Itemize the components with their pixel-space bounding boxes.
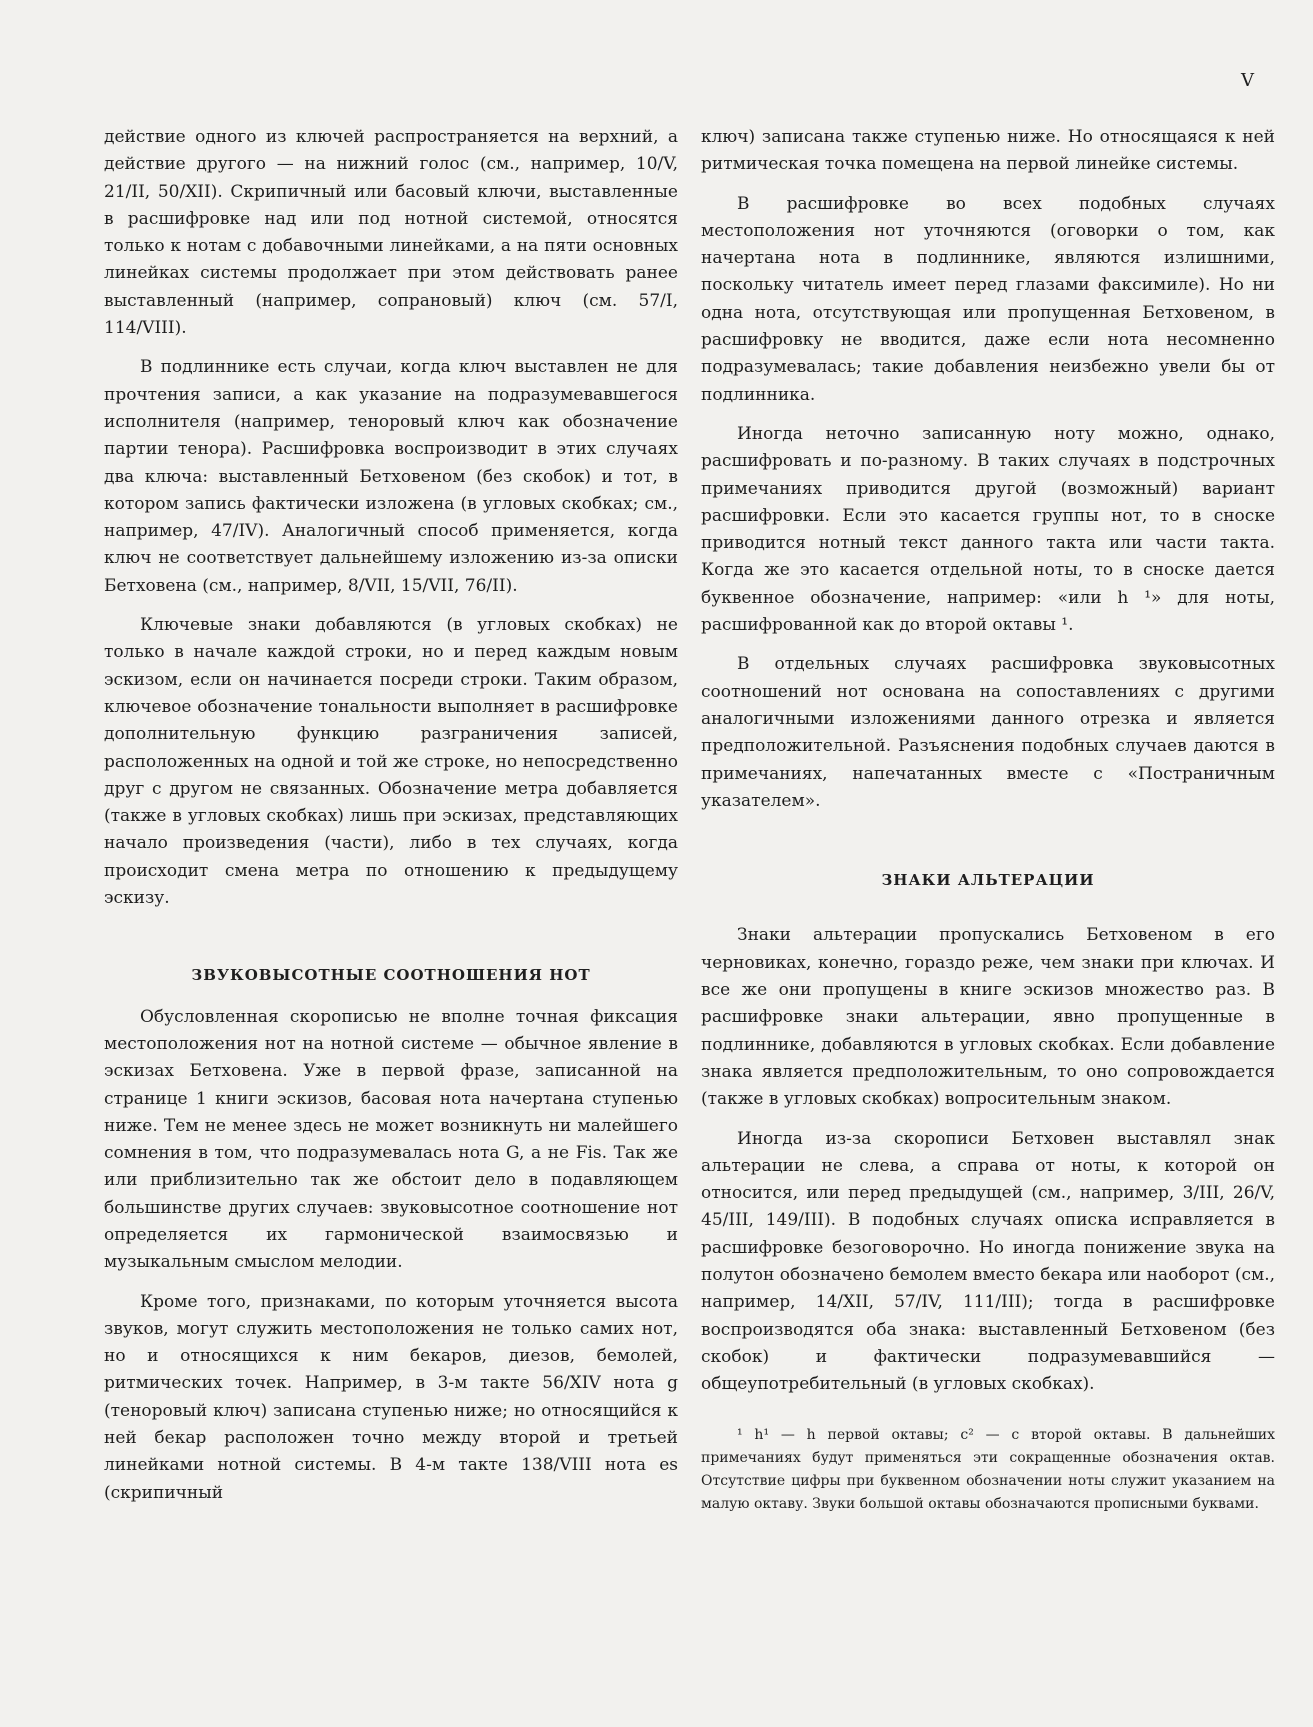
left-paragraph-2: В подлиннике есть случаи, когда ключ выставлен не для прочтения записи, а как указание на подразумевавшегося исполнителя (например, теноровый ключ как обозначение партии тенора). Расшифровка воспроизводит в этих случаях два ключа: выставленный Бетховеном (без скобок) и тот, в котором запись фактически изложена (в угловых скобках; см., например, 47/IV). Аналогичный способ применяется, когда ключ не соответствует дальнейшему изложению из-за описки Бетховена (см., например, 8/VII, 15/VII, 76/II). (104, 357, 678, 596)
footnote: ¹ h¹ — h первой октавы; c² — c второй октавы. В дальнейших примечаниях будут применяться эти сокращенные обозначения октав. Отсутствие цифры при буквенном обозначении ноты служит указанием на малую октаву. Звуки большой октавы обозначаются прописными буквами. (701, 1427, 1275, 1513)
right-paragraph-4: В отдельных случаях расшифровка звуковысотных соотношений нот основана на сопоставлениях с другими аналогичными изложениями данного отрезка и является предположительной. Разъяснения подобных случаев даются в примечаниях, напечатанных вместе с «Постраничным указателем». (701, 654, 1275, 811)
section-heading-pitch: ЗВУКОВЫСОТНЫЕ СООТНОШЕНИЯ НОТ (191, 966, 591, 985)
right-column (701, 124, 1275, 1516)
page-number: V (1241, 70, 1255, 91)
right-paragraph-6: Иногда из-за скорописи Бетховен выставлял знак альтерации не слева, а справа от ноты, к которой он относится, или перед предыдущей (см., например, 3/III, 26/V, 45/III, 149/III). В подобных случаях описка исправляется в расшифровке безоговорочно. Но иногда понижение звука на полутон обозначено бемолем вместо бекара или наоборот (см., например, 14/XII, 57/IV, 111/III); тогда в расшифровке воспроизводятся оба знака: выставленный Бетховеном (без скобок) и фактически подразумевавшийся — общеупотребительный (в угловых скобках). (701, 1128, 1275, 1395)
left-paragraph-4: Обусловленная скорописью не вполне точная фиксация местоположения нот на нотной системе — обычное явление в эскизах Бетховена. Уже в первой фразе, записанной на странице 1 книги эскизов, басовая нота начертана ступенью ниже. Тем не менее здесь не может возникнуть ни малейшего сомнения в том, что подразумевалась нота G, а не Fis. Так же или приблизительно так же обстоит дело в подавляющем большинстве других случаев: звуковысотное соотношение нот определяется их гармонической взаимосвязью и музыкальным смыслом мелодии. (104, 1006, 678, 1273)
left-paragraph-5: Кроме того, признаками, по которым уточняется высота звуков, могут служить местоположения не только самих нот, но и относящихся к ним бекаров, диезов, бемолей, ритмических точек. Например, в 3-м такте 56/XIV нота g (теноровый ключ) записана ступенью ниже; но относящийся к ней бекар расположен точно между второй и третьей линейками нотной системы. В 4-м такте 138/VIII нота es (скрипичный (104, 1291, 678, 1503)
left-column (104, 124, 678, 1519)
left-paragraph-3: Ключевые знаки добавляются (в угловых скобках) не только в начале каждой строки, но и перед каждым новым эскизом, если он начинается посреди строки. Таким образом, ключевое обозначение тональности выполняет в расшифровке дополнительную функцию разграничения записей, расположенных на одной и той же строке, но непосредственно друг с другом не связанных. Обозначение метра добавляется (также в угловых скобках) лишь при эскизах, представляющих начало произведения (части), либо в тех случаях, когда происходит смена метра по отношению к предыдущему эскизу. (104, 615, 678, 909)
right-paragraph-5: Знаки альтерации пропускались Бетховеном в его черновиках, конечно, гораздо реже, чем знаки при ключах. И все же они пропущены в книге эскизов множество раз. В расшифровке знаки альтерации, явно пропущенные в подлиннике, добавляются в угловых скобках. Если добавление знака является предположительным, то оно сопровождается (также в угловых скобках) вопросительным знаком. (701, 925, 1275, 1110)
right-paragraph-2: В расшифровке во всех подобных случаях местоположения нот уточняются (оговорки о том, как начертана нота в подлиннике, являются излишними, поскольку читатель имеет перед глазами факсимиле). Но ни одна нота, отсутствующая или пропущенная Бетховеном, в расшифровку не вводится, даже если нота несомненно подразумевалась; такие добавления неизбежно увели бы от подлинника. (701, 193, 1275, 405)
right-paragraph-1: ключ) записана также ступенью ниже. Но относящаяся к ней ритмическая точка помещена на первой линейке системы. (701, 127, 1275, 175)
right-paragraph-3: Иногда неточно записанную ноту можно, однако, расшифровать и по-разному. В таких случаях в подстрочных примечаниях приводится другой (возможный) вариант расшифровки. Если это касается группы нот, то в сноске приводится нотный текст данного такта или части такта. Когда же это касается отдельной ноты, то в сноске дается буквенное обозначение, например: «или h ¹» для ноты, расшифрованной как до второй октавы ¹. (701, 423, 1275, 636)
left-paragraph-1: действие одного из ключей распространяется на верхний, а действие другого — на нижний голос (см., например, 10/V, 21/II, 50/XII). Скрипичный или басовый ключи, выставленные в расшифровке над или под нотной системой, относятся только к нотам с добавочными линейками, а на пяти основных линейках системы продолжает при этом действовать ранее выставленный (например, сопрановый) ключ (см. 57/I, 114/VIII). (104, 127, 678, 339)
section-heading-alteration: ЗНАКИ АЛЬТЕРАЦИИ (881, 871, 1095, 890)
